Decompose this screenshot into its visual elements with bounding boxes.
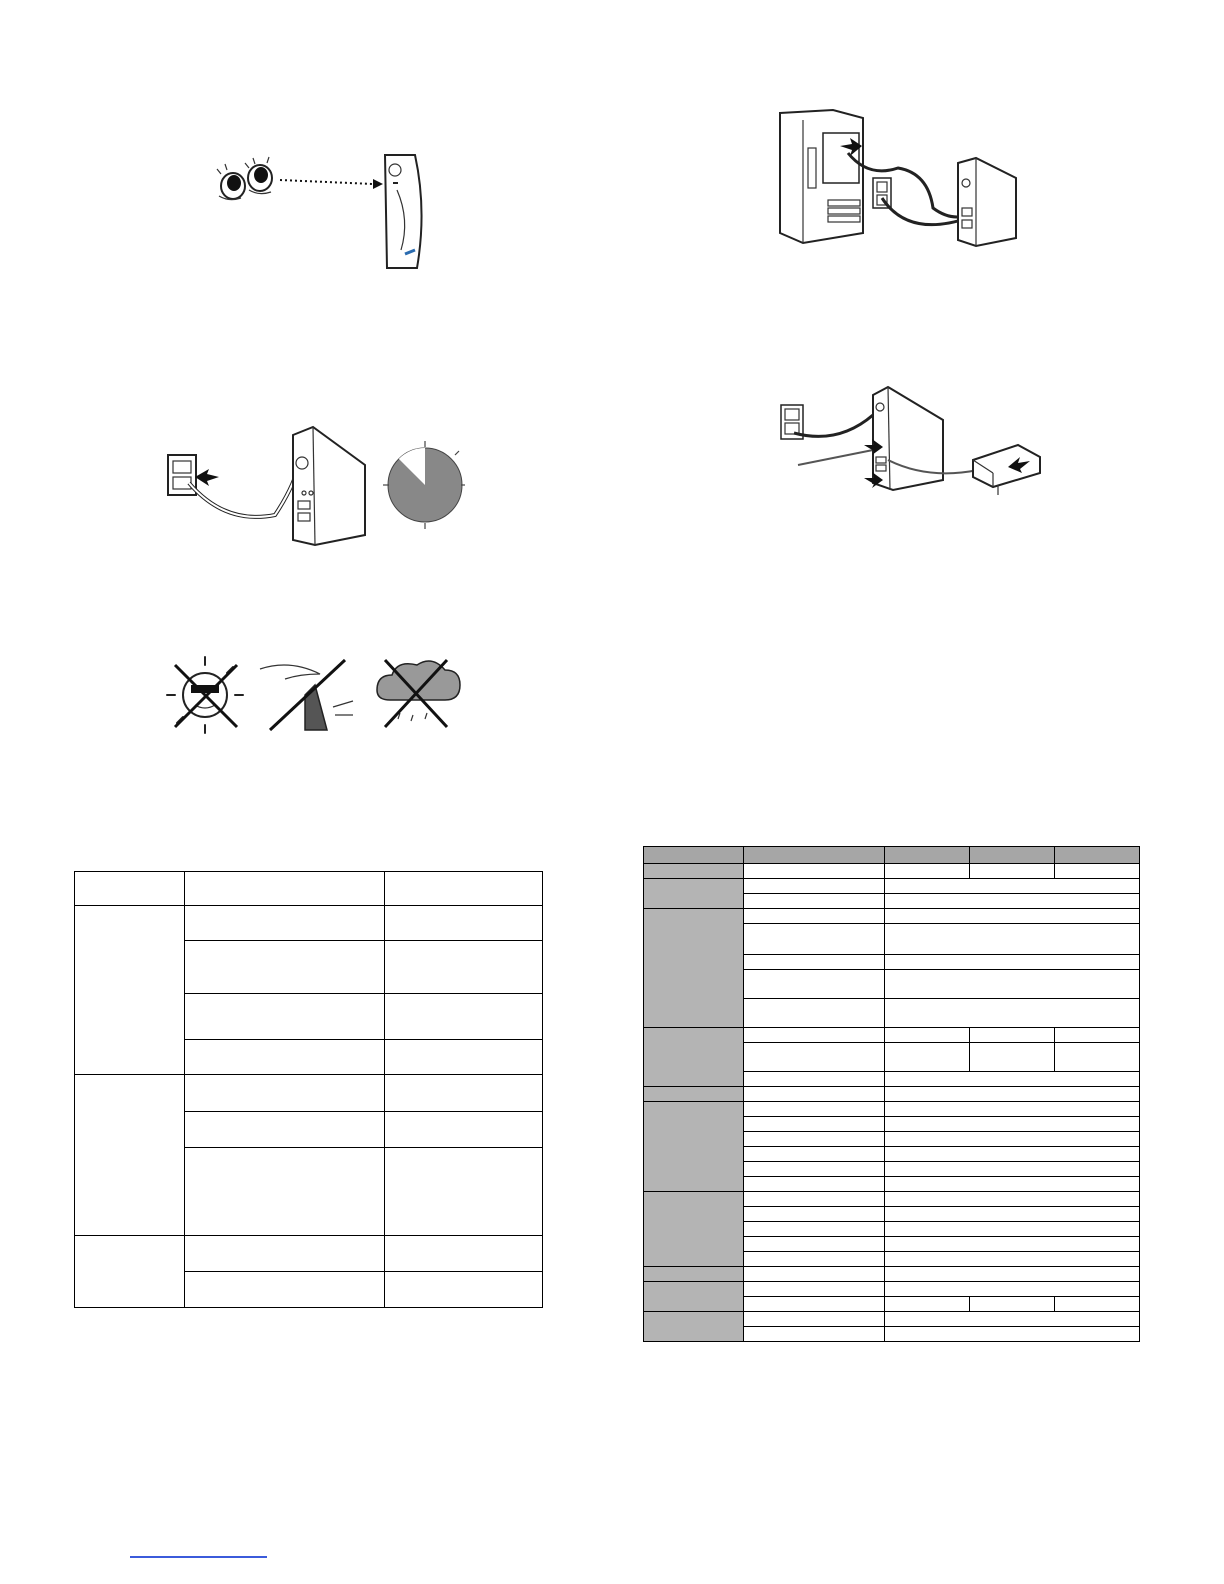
spec-value-cell (884, 1207, 1140, 1222)
spec-label-cell (743, 879, 884, 894)
spec-value-cell (884, 894, 1140, 909)
spec-label-cell (743, 999, 884, 1028)
solution-cell (385, 1236, 543, 1272)
cause-cell (184, 1112, 385, 1148)
spec-value-cell (884, 1087, 1140, 1102)
spec-label-cell (743, 1177, 884, 1192)
solution-cell (385, 1075, 543, 1112)
spec-value-cell (970, 864, 1055, 879)
spec-value-cell (970, 1297, 1055, 1312)
table-header-cell (184, 872, 385, 906)
spec-value-cell (1055, 1297, 1140, 1312)
spec-value-cell (884, 955, 1140, 970)
ups-side-icon (293, 427, 365, 545)
table-row (75, 1075, 543, 1112)
cause-cell (184, 1236, 385, 1272)
rain-cloud-icon (377, 660, 460, 727)
spec-label-cell (743, 1147, 884, 1162)
spec-label-cell (743, 1267, 884, 1282)
cause-cell (184, 994, 385, 1040)
spec-category-cell (644, 1192, 744, 1267)
spec-label-cell (743, 1072, 884, 1087)
spec-value-cell (1055, 1028, 1140, 1043)
spec-value-cell (884, 1028, 970, 1043)
solution-cell (385, 941, 543, 994)
spec-row (644, 1192, 1140, 1207)
spec-value-cell (884, 999, 1140, 1028)
spec-row (644, 1267, 1140, 1282)
spec-value-cell (884, 879, 1140, 894)
spec-header-cell (970, 847, 1055, 864)
table-header-cell (385, 872, 543, 906)
spec-row (644, 1087, 1140, 1102)
ups-side-icon (873, 387, 943, 490)
solution-cell (385, 1272, 543, 1308)
spec-label-cell (743, 1282, 884, 1297)
spec-label-cell (743, 1327, 884, 1342)
spec-value-cell (884, 1237, 1140, 1252)
spec-category-cell (644, 1312, 744, 1342)
problem-cell (75, 1236, 185, 1308)
spec-value-cell (1055, 864, 1140, 879)
spec-value-cell (884, 864, 970, 879)
spec-value-cell (884, 1297, 970, 1312)
spec-value-cell (884, 1043, 970, 1072)
spec-label-cell (743, 909, 884, 924)
spec-value-cell (884, 924, 1140, 955)
spec-value-cell (884, 1162, 1140, 1177)
modem-icon (973, 445, 1040, 487)
troubleshooting-table (74, 871, 543, 1308)
spec-header-cell (644, 847, 744, 864)
avoid-heat-wind-rain-illustration (165, 655, 465, 735)
spec-label-cell (743, 1252, 884, 1267)
spec-label-cell (743, 970, 884, 999)
spec-label-cell (743, 955, 884, 970)
spec-value-cell (970, 1028, 1055, 1043)
spec-row (644, 909, 1140, 924)
spec-label-cell (743, 1222, 884, 1237)
spec-value-cell (884, 1072, 1140, 1087)
cause-cell (184, 1272, 385, 1308)
spec-label-cell (743, 1192, 884, 1207)
spec-header-row (644, 847, 1140, 864)
spec-row (644, 1028, 1140, 1043)
spec-value-cell (884, 1222, 1140, 1237)
spec-category-cell (644, 864, 744, 879)
footer-link[interactable] (130, 1556, 267, 1558)
spec-value-cell (970, 1043, 1055, 1072)
spec-category-cell (644, 1267, 744, 1282)
table-row (75, 1236, 543, 1272)
solution-cell (385, 1112, 543, 1148)
cause-cell (184, 941, 385, 994)
spec-value-cell (884, 1177, 1140, 1192)
spec-label-cell (743, 1207, 884, 1222)
solution-cell (385, 1148, 543, 1236)
ups-front-icon (385, 155, 422, 268)
spec-label-cell (743, 1028, 884, 1043)
cause-cell (184, 1040, 385, 1075)
spec-row (644, 864, 1140, 879)
spec-value-cell (884, 1102, 1140, 1117)
spec-header-cell (743, 847, 884, 864)
spec-category-cell (644, 1282, 744, 1312)
problem-cell (75, 906, 185, 1075)
cause-cell (184, 1148, 385, 1236)
spec-label-cell (743, 1162, 884, 1177)
solution-cell (385, 994, 543, 1040)
spec-value-cell (884, 970, 1140, 999)
spec-label-cell (743, 1102, 884, 1117)
spec-row (644, 879, 1140, 894)
spec-label-cell (743, 1043, 884, 1072)
wall-outlet-icon (873, 178, 891, 208)
spec-value-cell (884, 1147, 1140, 1162)
spec-label-cell (743, 864, 884, 879)
spec-row (644, 1102, 1140, 1117)
spec-value-cell (884, 1192, 1140, 1207)
check-ups-front-illustration (205, 150, 445, 275)
eyes-icon (217, 157, 272, 200)
spec-category-cell (644, 1087, 744, 1102)
spec-header-cell (1055, 847, 1140, 864)
spec-label-cell (743, 894, 884, 909)
spec-label-cell (743, 924, 884, 955)
spec-value-cell (884, 1282, 1140, 1297)
charge-ups-illustration (165, 425, 465, 550)
spec-label-cell (743, 1132, 884, 1147)
problem-cell (75, 1075, 185, 1236)
spec-category-cell (644, 909, 744, 1028)
spec-value-cell (1055, 1043, 1140, 1072)
spec-value-cell (884, 1327, 1140, 1342)
spec-header-cell (884, 847, 970, 864)
spec-value-cell (884, 909, 1140, 924)
connect-computer-illustration (778, 108, 1023, 248)
sun-icon (167, 657, 243, 733)
spec-category-cell (644, 1028, 744, 1087)
specification-table (643, 846, 1140, 1342)
spec-value-cell (884, 1267, 1140, 1282)
spec-value-cell (884, 1252, 1140, 1267)
computer-tower-icon (780, 110, 863, 243)
spec-label-cell (743, 1117, 884, 1132)
spec-label-cell (743, 1312, 884, 1327)
solution-cell (385, 1040, 543, 1075)
cause-cell (184, 1075, 385, 1112)
connect-phone-line-illustration (778, 385, 1048, 500)
table-row (75, 906, 543, 941)
table-header-row (75, 872, 543, 906)
cause-cell (184, 906, 385, 941)
solution-cell (385, 906, 543, 941)
spec-row (644, 1282, 1140, 1297)
spec-label-cell (743, 1237, 884, 1252)
spec-row (644, 1312, 1140, 1327)
spec-label-cell (743, 1087, 884, 1102)
spec-category-cell (644, 879, 744, 909)
table-header-cell (75, 872, 185, 906)
ups-side-icon (958, 158, 1016, 246)
spec-category-cell (644, 1102, 744, 1192)
spec-value-cell (884, 1117, 1140, 1132)
spec-value-cell (884, 1132, 1140, 1147)
wind-icon (260, 660, 353, 730)
spec-value-cell (884, 1312, 1140, 1327)
charge-clock-icon (383, 441, 465, 529)
spec-label-cell (743, 1297, 884, 1312)
